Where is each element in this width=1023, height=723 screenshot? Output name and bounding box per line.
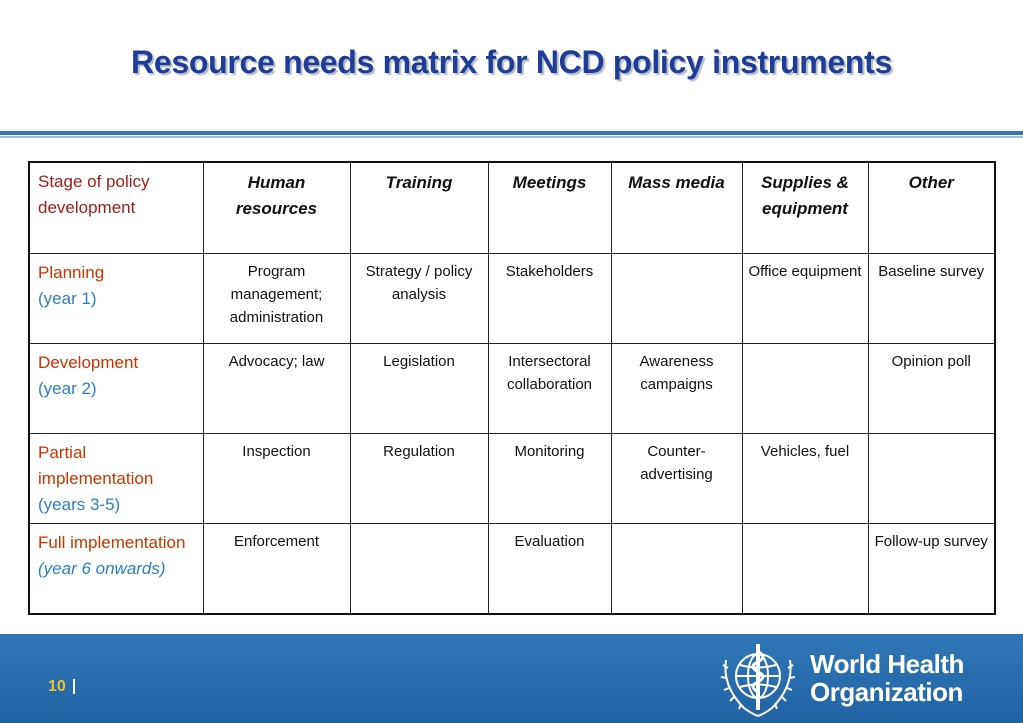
stage-period: (year 6 onwards) [38,559,166,578]
table-cell: Stakeholders [488,254,611,344]
row-header [29,524,203,615]
page-number: 10 [48,678,66,695]
title-divider [0,131,1023,135]
row-header [29,344,203,434]
table-row [29,344,995,434]
row-header [29,434,203,524]
table-row [29,434,995,524]
stage-period: (year 2) [38,379,97,398]
table-cell: Intersectoral collaboration [488,344,611,434]
table-cell [868,434,995,524]
table-cell: Awareness campaigns [611,344,742,434]
table-cell: Monitoring [488,434,611,524]
column-header: Meetings [488,162,611,254]
page-number-divider [73,679,75,694]
table-cell: Regulation [350,434,488,524]
table-cell: Baseline survey [868,254,995,344]
resource-matrix-table [28,161,996,615]
table-cell: Evaluation [488,524,611,615]
column-header: Mass media [611,162,742,254]
table-row [29,524,995,615]
table-header-row [29,162,995,254]
column-header: Training [350,162,488,254]
table-cell: Opinion poll [868,344,995,434]
table-row [29,254,995,344]
table-cell: Counter-advertising [611,434,742,524]
column-header: Supplies & equipment [742,162,868,254]
table-cell [742,344,868,434]
row-header [29,254,203,344]
who-emblem-icon [716,638,800,720]
table-cell: Office equipment [742,254,868,344]
table-cell [742,524,868,615]
table-cell: Program management; administration [203,254,350,344]
corner-header: Stage of policy development [29,162,203,254]
table-cell: Enforcement [203,524,350,615]
footer-band [0,634,1023,723]
table-cell: Advocacy; law [203,344,350,434]
stage-period: (years 3-5) [38,495,121,514]
stage-name: Full implementation [38,533,186,552]
stage-name: Planning [38,263,105,282]
stage-name: Development [38,353,139,372]
table-cell: Inspection [203,434,350,524]
stage-name: Partial implementation [38,443,154,488]
column-header: Human resources [203,162,350,254]
stage-period: (year 1) [38,289,97,308]
slide-title: Resource needs matrix for NCD policy instruments [131,44,892,80]
table-cell: Strategy / policy analysis [350,254,488,344]
table-cell [611,254,742,344]
table-cell: Follow-up survey [868,524,995,615]
table-cell [611,524,742,615]
table-cell: Vehicles, fuel [742,434,868,524]
table-cell [350,524,488,615]
column-header: Other [868,162,995,254]
organization-name: World Health Organization [810,649,964,707]
table-cell: Legislation [350,344,488,434]
title-divider-light [0,136,1023,138]
